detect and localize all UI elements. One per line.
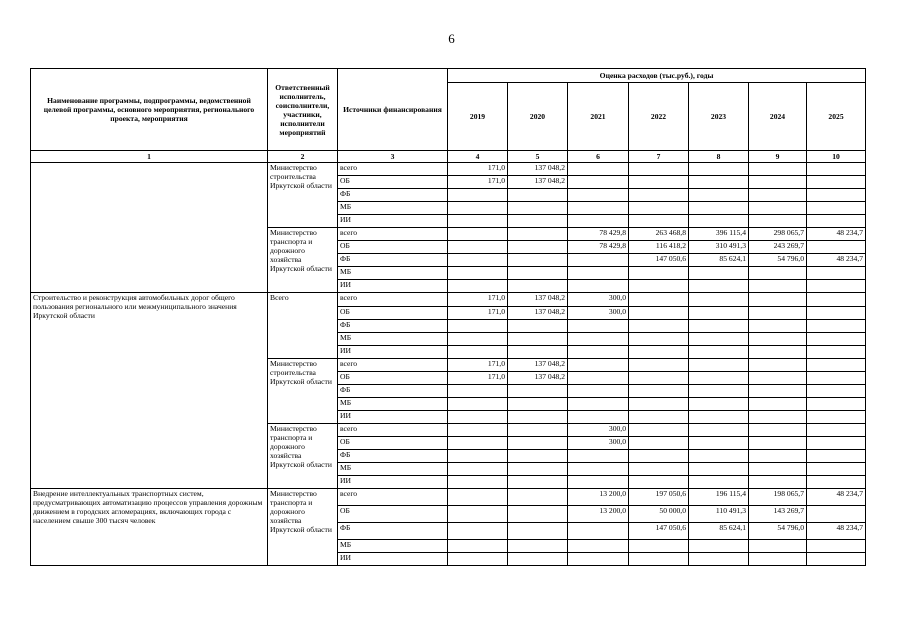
value-cell [807, 189, 866, 202]
value-cell: 54 796,0 [749, 254, 807, 267]
column-index: 6 [568, 151, 629, 163]
value-cell [689, 358, 749, 371]
value-cell [807, 476, 866, 489]
value-cell [689, 176, 749, 189]
funding-source-cell: МБ [338, 202, 448, 215]
value-cell [448, 189, 508, 202]
value-cell [508, 436, 568, 449]
value-cell [448, 267, 508, 280]
value-cell [448, 228, 508, 241]
value-cell [749, 358, 807, 371]
value-cell: 300,0 [568, 306, 629, 319]
funding-source-cell: ФБ [338, 450, 448, 463]
table-row [31, 489, 866, 506]
value-cell: 13 200,0 [568, 506, 629, 523]
value-cell: 147 050,6 [629, 523, 689, 540]
value-cell [508, 332, 568, 345]
value-cell [749, 450, 807, 463]
value-cell [629, 176, 689, 189]
value-cell [749, 189, 807, 202]
funding-source-cell: МБ [338, 463, 448, 476]
value-cell [448, 319, 508, 332]
value-cell [749, 280, 807, 293]
value-cell [807, 410, 866, 423]
value-cell [508, 523, 568, 540]
value-cell [689, 293, 749, 306]
value-cell [749, 332, 807, 345]
value-cell [568, 397, 629, 410]
value-cell [508, 254, 568, 267]
value-cell [629, 540, 689, 553]
value-cell: 78 429,8 [568, 228, 629, 241]
value-cell [749, 215, 807, 228]
column-index: 10 [807, 151, 866, 163]
value-cell [508, 476, 568, 489]
funding-source-cell: МБ [338, 540, 448, 553]
value-cell [508, 410, 568, 423]
funding-source-cell: всего [338, 293, 448, 306]
executor-cell: Министерство строительства Иркутской области [268, 163, 338, 228]
value-cell: 78 429,8 [568, 241, 629, 254]
value-cell [448, 450, 508, 463]
value-cell [508, 489, 568, 506]
value-cell [508, 189, 568, 202]
funding-source-cell: МБ [338, 267, 448, 280]
value-cell [568, 254, 629, 267]
program-name-cell [31, 163, 268, 293]
value-cell [568, 410, 629, 423]
value-cell [807, 450, 866, 463]
value-cell [749, 267, 807, 280]
value-cell [749, 436, 807, 449]
value-cell [629, 553, 689, 566]
executor-cell: Министерство транспорта и дорожного хозяйства Иркутской области [268, 228, 338, 293]
value-cell [807, 215, 866, 228]
column-index: 9 [749, 151, 807, 163]
value-cell [749, 384, 807, 397]
executor-cell: Министерство транспорта и дорожного хозяйства Иркутской области [268, 489, 338, 566]
value-cell: 48 234,7 [807, 228, 866, 241]
value-cell [568, 450, 629, 463]
value-cell [448, 332, 508, 345]
value-cell [689, 553, 749, 566]
funding-source-cell: ФБ [338, 319, 448, 332]
value-cell: 243 269,7 [749, 241, 807, 254]
value-cell [568, 267, 629, 280]
value-cell [629, 163, 689, 176]
value-cell: 171,0 [448, 176, 508, 189]
value-cell [568, 280, 629, 293]
value-cell [749, 553, 807, 566]
value-cell [689, 410, 749, 423]
value-cell [689, 345, 749, 358]
funding-source-cell: ОБ [338, 306, 448, 319]
value-cell [568, 523, 629, 540]
value-cell: 171,0 [448, 371, 508, 384]
value-cell [689, 332, 749, 345]
value-cell [508, 319, 568, 332]
value-cell [629, 293, 689, 306]
value-cell: 110 491,3 [689, 506, 749, 523]
value-cell: 171,0 [448, 163, 508, 176]
value-cell [807, 384, 866, 397]
value-cell [568, 553, 629, 566]
value-cell [807, 540, 866, 553]
value-cell [749, 397, 807, 410]
value-cell [807, 176, 866, 189]
value-cell [508, 506, 568, 523]
value-cell: 300,0 [568, 423, 629, 436]
value-cell [448, 553, 508, 566]
funding-source-cell: МБ [338, 397, 448, 410]
value-cell [448, 397, 508, 410]
value-cell [807, 319, 866, 332]
value-cell: 116 418,2 [629, 241, 689, 254]
value-cell: 48 234,7 [807, 523, 866, 540]
header-funding-source: Источники финансирования [338, 69, 448, 151]
value-cell [689, 202, 749, 215]
value-cell [807, 423, 866, 436]
funding-source-cell: ФБ [338, 384, 448, 397]
value-cell [807, 436, 866, 449]
value-cell [629, 358, 689, 371]
value-cell [568, 358, 629, 371]
table-row [31, 293, 866, 306]
value-cell [629, 423, 689, 436]
value-cell: 263 468,8 [629, 228, 689, 241]
header-year: 2019 [448, 83, 508, 151]
header-year: 2020 [508, 83, 568, 151]
funding-source-cell: всего [338, 358, 448, 371]
value-cell [807, 358, 866, 371]
value-cell: 396 115,4 [689, 228, 749, 241]
value-cell: 137 048,2 [508, 293, 568, 306]
value-cell [508, 540, 568, 553]
value-cell [629, 476, 689, 489]
value-cell [807, 241, 866, 254]
value-cell [689, 436, 749, 449]
value-cell: 137 048,2 [508, 371, 568, 384]
column-index: 8 [689, 151, 749, 163]
value-cell: 48 234,7 [807, 254, 866, 267]
value-cell [689, 450, 749, 463]
funding-source-cell: ФБ [338, 523, 448, 540]
value-cell [568, 371, 629, 384]
value-cell [629, 371, 689, 384]
program-name-cell: Внедрение интеллектуальных транспортных систем, предусматривающих автоматизацию процессов управления дорожным движением в городских агломерациях, включающих города с населением свыше 300 тысяч человек [31, 489, 268, 566]
funding-source-cell: ИИ [338, 215, 448, 228]
value-cell: 197 050,6 [629, 489, 689, 506]
value-cell [448, 410, 508, 423]
value-cell [508, 280, 568, 293]
value-cell: 54 796,0 [749, 523, 807, 540]
value-cell: 298 065,7 [749, 228, 807, 241]
value-cell [508, 345, 568, 358]
value-cell [629, 319, 689, 332]
value-cell [689, 215, 749, 228]
value-cell [508, 423, 568, 436]
value-cell [749, 476, 807, 489]
value-cell [448, 423, 508, 436]
value-cell [568, 215, 629, 228]
value-cell [749, 371, 807, 384]
value-cell [807, 397, 866, 410]
value-cell [568, 319, 629, 332]
value-cell [448, 254, 508, 267]
value-cell [629, 267, 689, 280]
value-cell [508, 215, 568, 228]
value-cell [568, 476, 629, 489]
value-cell [508, 267, 568, 280]
value-cell [568, 163, 629, 176]
value-cell [807, 506, 866, 523]
value-cell: 310 491,3 [689, 241, 749, 254]
value-cell [448, 540, 508, 553]
value-cell [807, 463, 866, 476]
funding-source-cell: всего [338, 489, 448, 506]
value-cell [629, 450, 689, 463]
value-cell [749, 423, 807, 436]
value-cell [749, 463, 807, 476]
value-cell [689, 397, 749, 410]
value-cell [629, 202, 689, 215]
column-index: 3 [338, 151, 448, 163]
value-cell [807, 306, 866, 319]
table-row [31, 163, 866, 176]
value-cell [448, 523, 508, 540]
column-index: 5 [508, 151, 568, 163]
value-cell [749, 163, 807, 176]
funding-source-cell: всего [338, 228, 448, 241]
funding-source-cell: ОБ [338, 506, 448, 523]
value-cell [508, 463, 568, 476]
value-cell [568, 540, 629, 553]
value-cell [689, 267, 749, 280]
value-cell [568, 463, 629, 476]
value-cell: 137 048,2 [508, 176, 568, 189]
value-cell: 143 269,7 [749, 506, 807, 523]
value-cell [807, 553, 866, 566]
funding-source-cell: ИИ [338, 476, 448, 489]
value-cell [568, 176, 629, 189]
value-cell: 137 048,2 [508, 358, 568, 371]
value-cell [448, 241, 508, 254]
funding-source-cell: ОБ [338, 436, 448, 449]
value-cell [568, 384, 629, 397]
header-year: 2025 [807, 83, 866, 151]
value-cell [629, 436, 689, 449]
value-cell [689, 384, 749, 397]
value-cell [629, 332, 689, 345]
funding-source-cell: ОБ [338, 241, 448, 254]
value-cell [689, 463, 749, 476]
column-index: 4 [448, 151, 508, 163]
value-cell: 137 048,2 [508, 306, 568, 319]
value-cell [508, 450, 568, 463]
header-program-name: Наименование программы, подпрограммы, ведомственной целевой программы, основного мероприятия, регионального проекта, мероприятия [31, 69, 268, 151]
value-cell [508, 553, 568, 566]
value-cell [807, 345, 866, 358]
value-cell: 147 050,6 [629, 254, 689, 267]
value-cell [448, 280, 508, 293]
value-cell [448, 436, 508, 449]
value-cell [749, 410, 807, 423]
value-cell [448, 489, 508, 506]
value-cell [689, 319, 749, 332]
column-index: 1 [31, 151, 268, 163]
value-cell [807, 202, 866, 215]
value-cell: 137 048,2 [508, 163, 568, 176]
executor-cell: Министерство строительства Иркутской области [268, 358, 338, 423]
funding-source-cell: ИИ [338, 345, 448, 358]
value-cell [448, 215, 508, 228]
value-cell [689, 371, 749, 384]
funding-source-cell: ИИ [338, 280, 448, 293]
funding-source-cell: МБ [338, 332, 448, 345]
program-name-cell: Строительство и реконструкция автомобильных дорог общего пользования регионального или межмуниципального значения Иркутской области [31, 293, 268, 489]
header-year: 2023 [689, 83, 749, 151]
value-cell: 300,0 [568, 293, 629, 306]
value-cell [749, 202, 807, 215]
header-executor: Ответственный исполнитель, соисполнители, участники, исполнители мероприятий [268, 69, 338, 151]
value-cell [629, 280, 689, 293]
value-cell [689, 189, 749, 202]
value-cell [629, 306, 689, 319]
value-cell [689, 540, 749, 553]
funding-source-cell: ФБ [338, 254, 448, 267]
page-number: 6 [448, 31, 455, 46]
value-cell: 171,0 [448, 293, 508, 306]
value-cell: 13 200,0 [568, 489, 629, 506]
value-cell [448, 384, 508, 397]
funding-source-cell: всего [338, 163, 448, 176]
value-cell: 50 000,0 [629, 506, 689, 523]
header-estimate: Оценка расходов (тыс.руб.), годы [448, 69, 866, 83]
value-cell [568, 345, 629, 358]
value-cell [629, 345, 689, 358]
value-cell [629, 397, 689, 410]
header-year: 2022 [629, 83, 689, 151]
value-cell [749, 319, 807, 332]
value-cell [749, 540, 807, 553]
header-year: 2021 [568, 83, 629, 151]
value-cell [508, 228, 568, 241]
value-cell [508, 241, 568, 254]
value-cell [689, 306, 749, 319]
executor-cell: Всего [268, 293, 338, 358]
value-cell [807, 163, 866, 176]
value-cell: 198 065,7 [749, 489, 807, 506]
funding-source-cell: ФБ [338, 189, 448, 202]
value-cell [689, 476, 749, 489]
executor-cell: Министерство транспорта и дорожного хозяйства Иркутской области [268, 423, 338, 488]
value-cell [689, 163, 749, 176]
funding-source-cell: ИИ [338, 410, 448, 423]
value-cell [807, 371, 866, 384]
value-cell [448, 476, 508, 489]
value-cell [508, 202, 568, 215]
value-cell [629, 189, 689, 202]
funding-source-cell: ОБ [338, 176, 448, 189]
value-cell: 171,0 [448, 306, 508, 319]
value-cell: 196 115,4 [689, 489, 749, 506]
value-cell: 300,0 [568, 436, 629, 449]
value-cell [807, 267, 866, 280]
value-cell [689, 423, 749, 436]
header-year: 2024 [749, 83, 807, 151]
expenditure-table [30, 68, 866, 566]
value-cell [749, 345, 807, 358]
value-cell [448, 345, 508, 358]
value-cell [629, 215, 689, 228]
value-cell [629, 384, 689, 397]
value-cell [749, 293, 807, 306]
value-cell [807, 293, 866, 306]
value-cell [568, 332, 629, 345]
value-cell: 85 624,1 [689, 254, 749, 267]
funding-source-cell: всего [338, 423, 448, 436]
funding-source-cell: ИИ [338, 553, 448, 566]
value-cell [807, 332, 866, 345]
value-cell [448, 202, 508, 215]
value-cell [448, 506, 508, 523]
value-cell [807, 280, 866, 293]
value-cell [508, 397, 568, 410]
value-cell [568, 189, 629, 202]
value-cell [508, 384, 568, 397]
value-cell [689, 280, 749, 293]
value-cell: 85 624,1 [689, 523, 749, 540]
value-cell [448, 463, 508, 476]
value-cell [749, 306, 807, 319]
value-cell: 171,0 [448, 358, 508, 371]
value-cell: 48 234,7 [807, 489, 866, 506]
column-index: 7 [629, 151, 689, 163]
value-cell [749, 176, 807, 189]
funding-source-cell: ОБ [338, 371, 448, 384]
value-cell [629, 410, 689, 423]
value-cell [629, 463, 689, 476]
column-index: 2 [268, 151, 338, 163]
value-cell [568, 202, 629, 215]
